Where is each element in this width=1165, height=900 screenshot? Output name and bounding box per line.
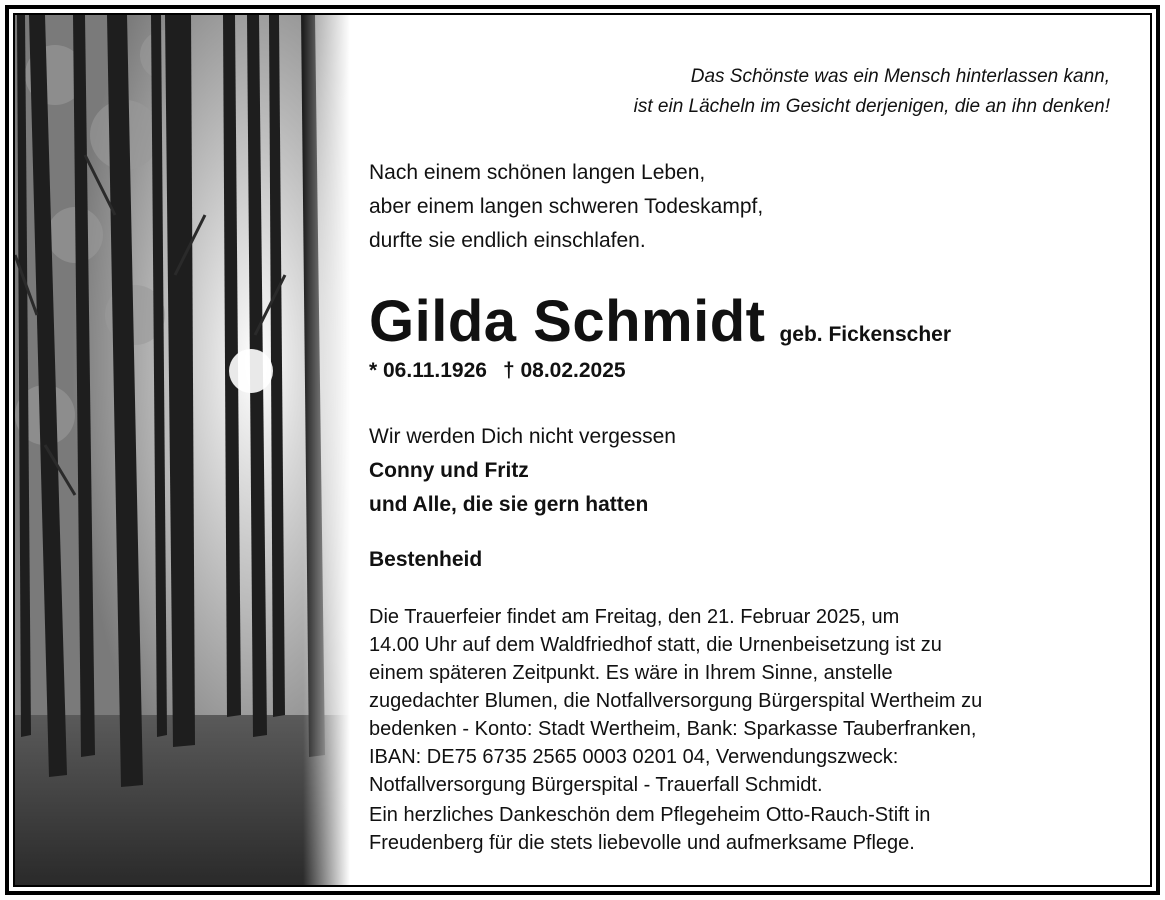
remembrance-statement: Wir werden Dich nicht vergessen xyxy=(369,425,676,448)
motto-quote xyxy=(634,62,1110,122)
mourner-names: und Alle, die sie gern hatten xyxy=(369,493,649,516)
thanks-line: Freudenberg für die stets liebevolle und aufmerksame Pflege. xyxy=(369,832,915,854)
intro-line: durfte sie endlich einschlafen. xyxy=(369,229,646,252)
intro-line: Nach einem schönen langen Leben, xyxy=(369,161,706,184)
intro-text xyxy=(369,156,763,258)
motto-line: ist ein Lächeln im Gesicht derjenigen, die an ihn denken! xyxy=(633,96,1110,117)
notice-line: IBAN: DE75 6735 2565 0003 0201 04, Verwendungszweck: xyxy=(369,746,899,768)
mourner-names: Conny und Fritz xyxy=(369,459,529,482)
notice-line: Die Trauerfeier findet am Freitag, den 21. Februar 2025, um xyxy=(369,606,900,628)
notice-line: bedenken - Konto: Stadt Wertheim, Bank: Sparkasse Tauberfranken, xyxy=(369,718,977,740)
life-dates xyxy=(369,359,626,383)
intro-line: aber einem langen schweren Todeskampf, xyxy=(369,195,764,218)
deceased-name-line xyxy=(369,288,951,355)
thanks-note xyxy=(369,801,1119,857)
maiden-name: geb. Fickenscher xyxy=(779,323,952,346)
motto-line: Das Schönste was ein Mensch hinterlassen kann, xyxy=(690,66,1110,87)
notice-line: Notfallversorgung Bürgerspital - Trauerfall Schmidt. xyxy=(369,774,823,796)
death-date: † 08.02.2025 xyxy=(502,359,626,382)
notice-line: einem späteren Zeitpunkt. Es wäre in Ihrem Sinne, anstelle xyxy=(369,662,893,684)
notice-line: 14.00 Uhr auf dem Waldfriedhof statt, die Urnenbeisetzung ist zu xyxy=(369,634,942,656)
place-name: Bestenheid xyxy=(369,548,483,571)
funeral-notice xyxy=(369,603,1119,799)
notice-line: zugedachter Blumen, die Notfallversorgung Bürgerspital Wertheim zu xyxy=(369,690,983,712)
obituary-card xyxy=(13,13,1152,887)
mourners-block xyxy=(369,420,676,522)
birth-date: * 06.11.1926 xyxy=(369,359,487,382)
thanks-line: Ein herzliches Dankeschön dem Pflegeheim Otto-Rauch-Stift in xyxy=(369,804,931,826)
deceased-name: Gilda Schmidt xyxy=(369,289,766,354)
